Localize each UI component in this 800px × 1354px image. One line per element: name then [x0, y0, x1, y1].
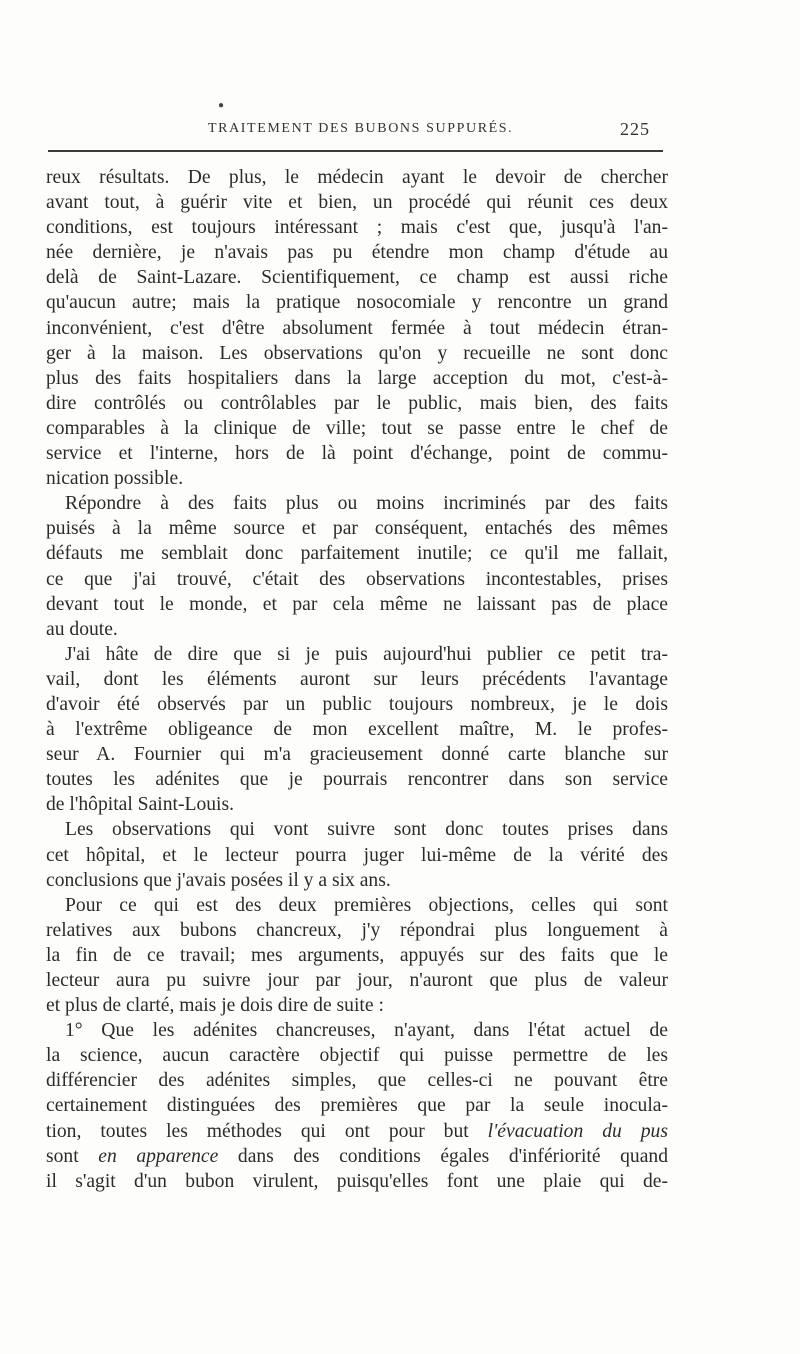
text-line	[46, 993, 668, 1018]
text-line-content: nication possible.	[46, 468, 184, 490]
text-line	[46, 767, 668, 792]
text-line-content: au doute.	[46, 618, 118, 640]
text-line	[46, 968, 668, 993]
body-text	[46, 165, 668, 1194]
text-line	[46, 1018, 668, 1043]
text-line	[46, 792, 668, 817]
text-line-content: devant tout le monde, et par cela même ne laissant pas de place	[46, 593, 668, 615]
text-line	[46, 943, 668, 968]
text-line	[46, 592, 668, 617]
text-line	[46, 240, 668, 265]
text-line-content: relatives aux bubons chancreux, j'y répondrai plus longuement à	[46, 919, 668, 941]
text-line-content: il s'agit d'un bubon virulent, puisqu'elles font une plaie qui de-	[46, 1170, 668, 1192]
text-line	[46, 1144, 668, 1169]
text-line-content: née dernière, je n'avais pas pu étendre mon champ d'étude au	[46, 242, 668, 264]
text-line-content: seur A. Fournier qui m'a gracieusement donné carte blanche sur	[46, 744, 668, 766]
text-line-content: de l'hôpital Saint-Louis.	[46, 794, 235, 816]
text-line-content: Les observations qui vont suivre sont donc toutes prises dans	[65, 819, 668, 841]
text-line	[46, 1169, 668, 1194]
printer-mark: ●	[218, 100, 225, 111]
text-line-content: toutes les adénites que je pourrais rencontrer dans son service	[46, 769, 668, 791]
italic-phrase: en apparence	[98, 1145, 219, 1167]
text-line-content: 1° Que les adénites chancreuses, n'ayant, dans l'état actuel de	[65, 1020, 668, 1042]
text-line	[46, 567, 668, 592]
text-line	[46, 1093, 668, 1118]
text-line	[46, 868, 668, 893]
running-head-title: TRAITEMENT DES BUBONS SUPPURÉS.	[208, 121, 514, 136]
text-line	[46, 416, 668, 441]
header-rule	[48, 150, 663, 152]
text-line-tail: dans des conditions égales d'infériorité quand	[218, 1145, 668, 1167]
text-line-content: reux résultats. De plus, le médecin ayant le devoir de chercher	[46, 167, 668, 188]
text-line-content: service et l'interne, hors de là point d'échange, point de commu-	[46, 443, 668, 465]
text-line	[46, 391, 668, 416]
text-line	[46, 1119, 668, 1144]
running-head	[48, 121, 650, 143]
text-line-content: à l'extrême obligeance de mon excellent maître, M. le profes-	[46, 719, 668, 741]
text-line-content: vail, dont les éléments auront sur leurs précédents l'avantage	[46, 668, 668, 690]
text-line-content: d'avoir été observés par un public toujours nombreux, je le dois	[46, 693, 668, 715]
italic-phrase: l'évacuation du pus	[487, 1120, 668, 1142]
text-line	[46, 893, 668, 918]
text-line	[46, 316, 668, 341]
text-line-content: lecteur aura pu suivre jour par jour, n'auront que plus de valeur	[46, 970, 668, 991]
text-line	[46, 441, 668, 466]
text-line	[46, 265, 668, 290]
text-line-content: dire contrôlés ou contrôlables par le public, mais bien, des faits	[46, 392, 668, 414]
text-line-content: la science, aucun caractère objectif qui puisse permettre de les	[46, 1045, 668, 1067]
text-line	[46, 290, 668, 315]
text-line	[46, 817, 668, 842]
text-line-content: tion, toutes les méthodes qui ont pour but	[46, 1120, 488, 1142]
text-line-content: Pour ce qui est des deux premières objections, celles qui sont	[65, 894, 668, 916]
text-line	[46, 717, 668, 742]
text-line	[46, 918, 668, 943]
page-number: 225	[620, 119, 650, 139]
text-line-content: puisés à la même source et par conséquent, entachés des mêmes	[46, 518, 668, 540]
text-line-content: certainement distinguées des premières que par la seule inocula-	[46, 1095, 668, 1117]
text-line	[46, 843, 668, 868]
text-line-content: J'ai hâte de dire que si je puis aujourd'hui publier ce petit tra-	[65, 643, 668, 665]
text-line-content: sont	[46, 1145, 99, 1167]
text-line	[46, 466, 668, 491]
text-line-content: conditions, est toujours intéressant ; mais c'est que, jusqu'à l'an-	[46, 217, 668, 239]
text-line-content: cet hôpital, et le lecteur pourra juger lui-même de la vérité des	[46, 844, 668, 866]
text-line-content: conclusions que j'avais posées il y a six ans.	[46, 869, 391, 891]
text-line	[46, 516, 668, 541]
text-line	[46, 642, 668, 667]
text-line	[46, 341, 668, 366]
text-line-content: comparables à la clinique de ville; tout se passe entre le chef de	[46, 417, 668, 439]
text-line	[46, 491, 668, 516]
text-line	[46, 667, 668, 692]
text-line	[46, 742, 668, 767]
text-line	[46, 617, 668, 642]
text-line	[46, 366, 668, 391]
text-line	[46, 215, 668, 240]
text-line-content: différencier des adénites simples, que celles-ci ne pouvant être	[46, 1070, 668, 1092]
text-line-content: Répondre à des faits plus ou moins incriminés par des faits	[65, 493, 668, 515]
text-line-content: avant tout, à guérir vite et bien, un procédé qui réunit ces deux	[46, 192, 668, 214]
text-line-content: ger à la maison. Les observations qu'on y recueille ne sont donc	[46, 342, 668, 364]
text-line	[46, 692, 668, 717]
text-line-content: défauts me semblait donc parfaitement inutile; ce qu'il me fallait,	[46, 543, 668, 565]
text-line-content: et plus de clarté, mais je dois dire de suite :	[46, 995, 384, 1017]
text-line	[46, 190, 668, 215]
text-line	[46, 165, 668, 190]
text-line	[46, 1068, 668, 1093]
text-line-content: delà de Saint-Lazare. Scientifiquement, ce champ est aussi riche	[46, 267, 668, 289]
text-line	[46, 541, 668, 566]
text-line-content: qu'aucun autre; mais la pratique nosocomiale y rencontre un grand	[46, 292, 668, 314]
text-line-content: inconvénient, c'est d'être absolument fermée à tout médecin étran-	[46, 317, 668, 339]
text-line-content: ce que j'ai trouvé, c'était des observations incontestables, prises	[46, 568, 668, 590]
text-line	[46, 1043, 668, 1068]
text-line-content: plus des faits hospitaliers dans la large acception du mot, c'est-à-	[46, 367, 668, 389]
text-line-content: la fin de ce travail; mes arguments, appuyés sur des faits que le	[46, 944, 668, 966]
